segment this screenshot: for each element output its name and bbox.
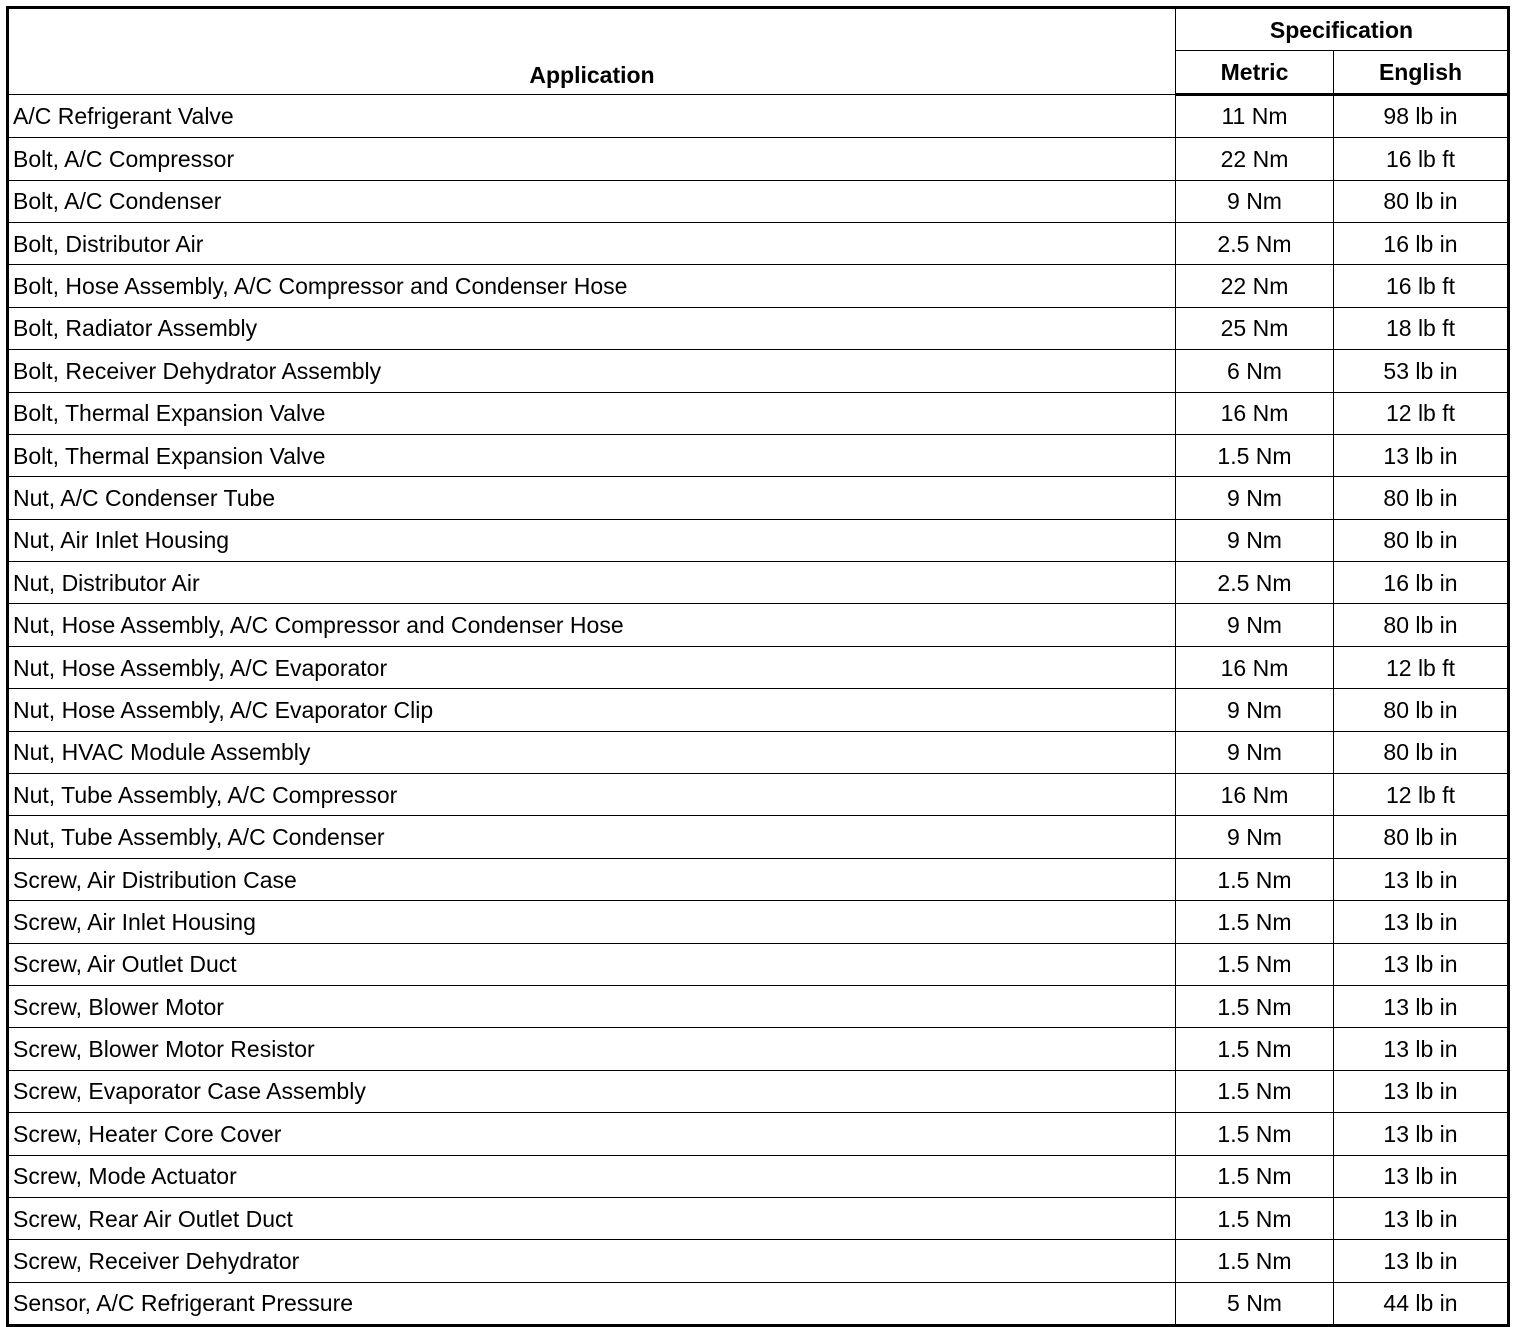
metric-cell: 16 Nm xyxy=(1176,774,1334,816)
application-cell: Screw, Air Distribution Case xyxy=(8,858,1176,900)
table-header xyxy=(8,8,1509,95)
table-body xyxy=(8,94,1509,1325)
metric-cell: 25 Nm xyxy=(1176,307,1334,349)
table-row xyxy=(8,646,1509,688)
table-row xyxy=(8,222,1509,264)
table-row xyxy=(8,1113,1509,1155)
english-cell: 16 lb in xyxy=(1334,222,1509,264)
metric-cell: 9 Nm xyxy=(1176,519,1334,561)
table-row xyxy=(8,519,1509,561)
table-row xyxy=(8,562,1509,604)
application-cell: Nut, A/C Condenser Tube xyxy=(8,477,1176,519)
english-cell: 13 lb in xyxy=(1334,1155,1509,1197)
english-cell: 80 lb in xyxy=(1334,604,1509,646)
application-cell: Nut, Hose Assembly, A/C Compressor and Condenser Hose xyxy=(8,604,1176,646)
table-row xyxy=(8,350,1509,392)
english-cell: 13 lb in xyxy=(1334,434,1509,476)
metric-cell: 11 Nm xyxy=(1176,94,1334,137)
metric-cell: 6 Nm xyxy=(1176,350,1334,392)
application-cell: Screw, Receiver Dehydrator xyxy=(8,1240,1176,1282)
english-cell: 53 lb in xyxy=(1334,350,1509,392)
metric-cell: 1.5 Nm xyxy=(1176,858,1334,900)
application-cell: Bolt, A/C Compressor xyxy=(8,138,1176,180)
metric-cell: 1.5 Nm xyxy=(1176,1070,1334,1112)
application-cell: Screw, Air Outlet Duct xyxy=(8,943,1176,985)
metric-cell: 2.5 Nm xyxy=(1176,562,1334,604)
application-cell: Screw, Blower Motor Resistor xyxy=(8,1028,1176,1070)
english-cell: 16 lb ft xyxy=(1334,138,1509,180)
table-row xyxy=(8,1197,1509,1239)
table-row xyxy=(8,689,1509,731)
table-row xyxy=(8,138,1509,180)
english-cell: 80 lb in xyxy=(1334,689,1509,731)
application-column-header: Application xyxy=(8,8,1176,95)
table-row xyxy=(8,985,1509,1027)
english-cell: 13 lb in xyxy=(1334,1028,1509,1070)
metric-cell: 9 Nm xyxy=(1176,604,1334,646)
metric-cell: 1.5 Nm xyxy=(1176,1240,1334,1282)
metric-cell: 9 Nm xyxy=(1176,689,1334,731)
application-cell: Bolt, Hose Assembly, A/C Compressor and Condenser Hose xyxy=(8,265,1176,307)
english-cell: 13 lb in xyxy=(1334,1070,1509,1112)
english-cell: 13 lb in xyxy=(1334,858,1509,900)
metric-cell: 22 Nm xyxy=(1176,138,1334,180)
table-row xyxy=(8,307,1509,349)
english-cell: 13 lb in xyxy=(1334,901,1509,943)
application-cell: Nut, Air Inlet Housing xyxy=(8,519,1176,561)
metric-cell: 16 Nm xyxy=(1176,392,1334,434)
metric-cell: 1.5 Nm xyxy=(1176,1028,1334,1070)
table-row xyxy=(8,477,1509,519)
table-row xyxy=(8,816,1509,858)
english-cell: 12 lb ft xyxy=(1334,646,1509,688)
english-cell: 18 lb ft xyxy=(1334,307,1509,349)
application-cell: Screw, Air Inlet Housing xyxy=(8,901,1176,943)
table-row xyxy=(8,1155,1509,1197)
metric-cell: 1.5 Nm xyxy=(1176,434,1334,476)
application-cell: Bolt, Thermal Expansion Valve xyxy=(8,434,1176,476)
table-row xyxy=(8,604,1509,646)
table-row xyxy=(8,943,1509,985)
table-row xyxy=(8,392,1509,434)
english-cell: 13 lb in xyxy=(1334,985,1509,1027)
metric-cell: 22 Nm xyxy=(1176,265,1334,307)
english-cell: 13 lb in xyxy=(1334,943,1509,985)
application-cell: Screw, Blower Motor xyxy=(8,985,1176,1027)
english-cell: 13 lb in xyxy=(1334,1113,1509,1155)
application-cell: Screw, Evaporator Case Assembly xyxy=(8,1070,1176,1112)
metric-cell: 1.5 Nm xyxy=(1176,1155,1334,1197)
application-cell: Screw, Mode Actuator xyxy=(8,1155,1176,1197)
application-cell: Bolt, Thermal Expansion Valve xyxy=(8,392,1176,434)
english-cell: 13 lb in xyxy=(1334,1240,1509,1282)
application-cell: Bolt, Radiator Assembly xyxy=(8,307,1176,349)
application-cell: Nut, Tube Assembly, A/C Compressor xyxy=(8,774,1176,816)
metric-cell: 1.5 Nm xyxy=(1176,1113,1334,1155)
application-cell: Bolt, Distributor Air xyxy=(8,222,1176,264)
metric-cell: 1.5 Nm xyxy=(1176,985,1334,1027)
table-row xyxy=(8,1028,1509,1070)
application-cell: Sensor, A/C Refrigerant Pressure xyxy=(8,1282,1176,1325)
application-cell: Nut, HVAC Module Assembly xyxy=(8,731,1176,773)
table-row xyxy=(8,858,1509,900)
metric-cell: 9 Nm xyxy=(1176,816,1334,858)
table-row xyxy=(8,1282,1509,1325)
application-cell: Screw, Rear Air Outlet Duct xyxy=(8,1197,1176,1239)
table-row xyxy=(8,434,1509,476)
metric-cell: 2.5 Nm xyxy=(1176,222,1334,264)
english-cell: 80 lb in xyxy=(1334,519,1509,561)
header-row-top xyxy=(8,8,1509,51)
application-cell: Bolt, A/C Condenser xyxy=(8,180,1176,222)
metric-cell: 1.5 Nm xyxy=(1176,901,1334,943)
metric-cell: 16 Nm xyxy=(1176,646,1334,688)
table-row xyxy=(8,265,1509,307)
application-cell: Nut, Distributor Air xyxy=(8,562,1176,604)
english-cell: 80 lb in xyxy=(1334,180,1509,222)
table-row xyxy=(8,901,1509,943)
table-row xyxy=(8,774,1509,816)
metric-cell: 9 Nm xyxy=(1176,731,1334,773)
english-column-header: English xyxy=(1334,51,1509,94)
table-row xyxy=(8,731,1509,773)
english-cell: 80 lb in xyxy=(1334,731,1509,773)
application-cell: A/C Refrigerant Valve xyxy=(8,94,1176,137)
table-row xyxy=(8,94,1509,137)
specification-column-header: Specification xyxy=(1176,8,1509,51)
metric-cell: 1.5 Nm xyxy=(1176,1197,1334,1239)
metric-cell: 1.5 Nm xyxy=(1176,943,1334,985)
english-cell: 12 lb ft xyxy=(1334,392,1509,434)
english-cell: 16 lb ft xyxy=(1334,265,1509,307)
english-cell: 16 lb in xyxy=(1334,562,1509,604)
english-cell: 44 lb in xyxy=(1334,1282,1509,1325)
application-cell: Screw, Heater Core Cover xyxy=(8,1113,1176,1155)
table-row xyxy=(8,1070,1509,1112)
application-cell: Bolt, Receiver Dehydrator Assembly xyxy=(8,350,1176,392)
application-cell: Nut, Hose Assembly, A/C Evaporator Clip xyxy=(8,689,1176,731)
metric-cell: 9 Nm xyxy=(1176,477,1334,519)
english-cell: 12 lb ft xyxy=(1334,774,1509,816)
table-row xyxy=(8,180,1509,222)
application-cell: Nut, Hose Assembly, A/C Evaporator xyxy=(8,646,1176,688)
fastener-specification-table xyxy=(6,6,1510,1327)
english-cell: 98 lb in xyxy=(1334,94,1509,137)
application-cell: Nut, Tube Assembly, A/C Condenser xyxy=(8,816,1176,858)
english-cell: 13 lb in xyxy=(1334,1197,1509,1239)
metric-cell: 5 Nm xyxy=(1176,1282,1334,1325)
metric-cell: 9 Nm xyxy=(1176,180,1334,222)
metric-column-header: Metric xyxy=(1176,51,1334,94)
english-cell: 80 lb in xyxy=(1334,816,1509,858)
english-cell: 80 lb in xyxy=(1334,477,1509,519)
table-row xyxy=(8,1240,1509,1282)
